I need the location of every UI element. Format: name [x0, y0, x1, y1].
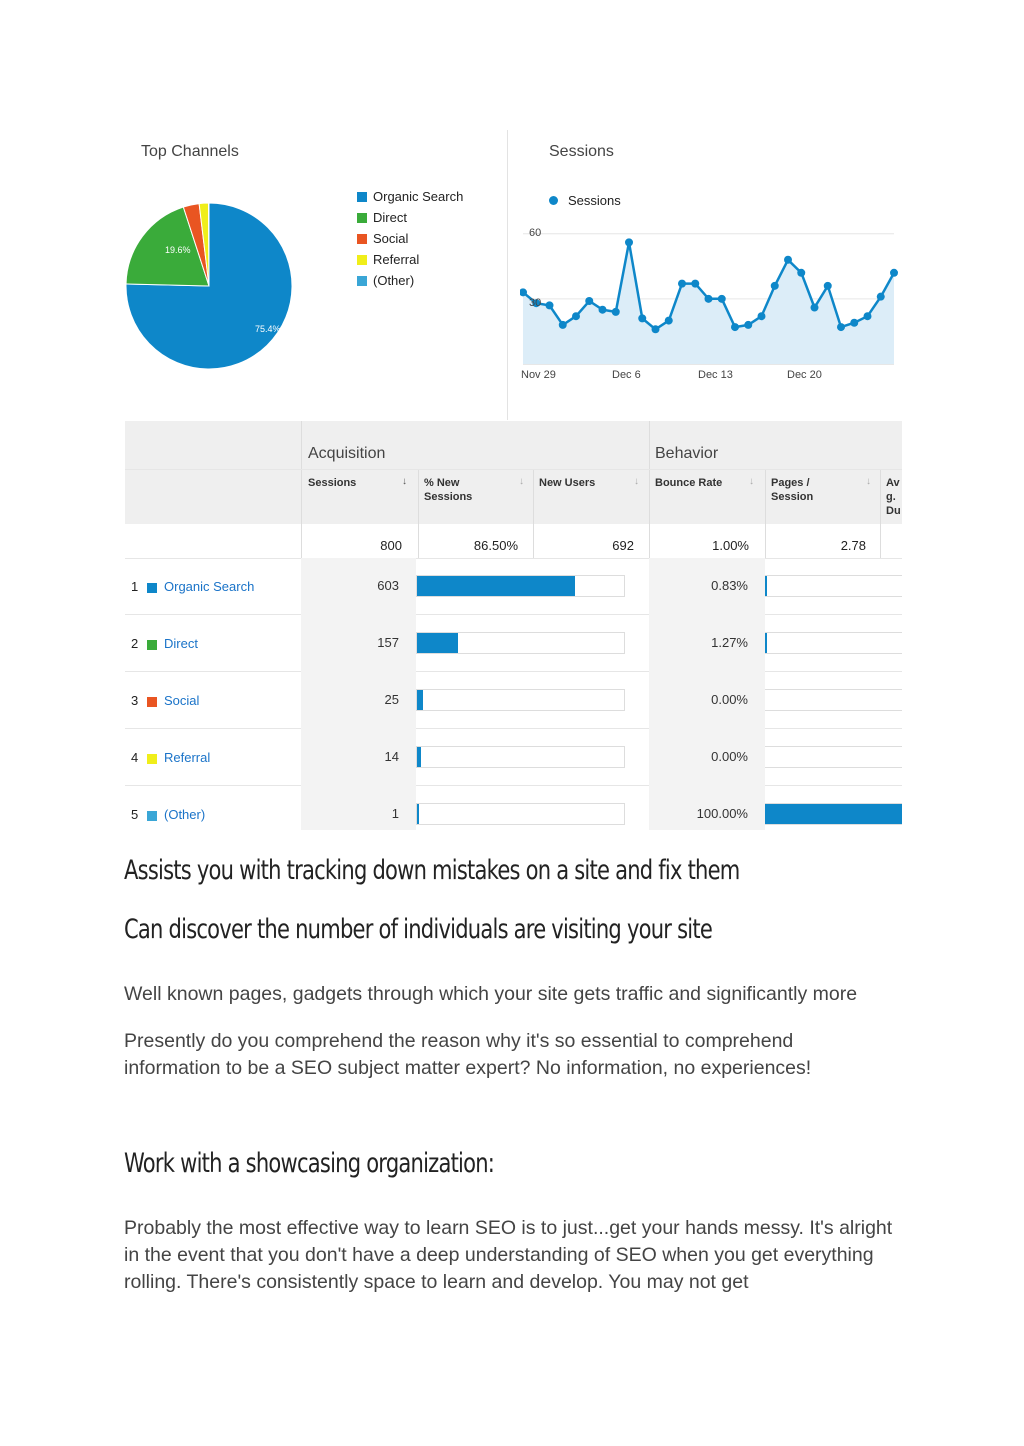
bounce-share-bar [765, 632, 902, 654]
row-number: 5 [131, 807, 139, 822]
sessions-point[interactable] [850, 319, 858, 327]
sessions-share-bar [416, 803, 625, 825]
sessions-share-fill [417, 576, 575, 596]
legend-organic-search [357, 189, 463, 204]
sessions-point[interactable] [599, 306, 607, 314]
sessions-share-fill [417, 804, 419, 824]
bounce-share-fill [765, 633, 767, 653]
col-bounce-rate[interactable]: Bounce Rate [655, 477, 723, 489]
sort-icon[interactable]: ↓ [634, 476, 639, 487]
total-pages-session: 2.78 [840, 538, 866, 553]
total-sessions: 800 [380, 538, 402, 553]
legend-swatch [357, 255, 367, 265]
legend-label: (Other) [373, 273, 415, 288]
sessions-point[interactable] [652, 325, 660, 333]
row-color-swatch [147, 640, 157, 650]
sessions-point[interactable] [731, 323, 739, 331]
sort-desc-icon[interactable]: ↓ [402, 476, 407, 487]
sessions-point[interactable] [771, 282, 779, 290]
row-bounce-rate: 0.00% [711, 692, 748, 707]
row-sessions: 25 [384, 692, 399, 707]
sessions-point[interactable] [877, 293, 885, 301]
bounce-share-bar [765, 803, 902, 825]
table-row [125, 729, 902, 786]
row-number: 1 [131, 579, 139, 594]
sessions-point[interactable] [546, 301, 554, 309]
table-row [125, 615, 902, 672]
sessions-point[interactable] [744, 321, 752, 329]
row-number: 2 [131, 636, 139, 651]
row-sessions: 603 [377, 578, 399, 593]
legend-swatch [357, 213, 367, 223]
sort-icon[interactable]: ↓ [519, 476, 524, 487]
pie-label-organic: 75.4% [255, 324, 281, 334]
legend-label: Social [373, 231, 409, 246]
panel-divider [507, 130, 508, 420]
legend-other [357, 273, 414, 288]
col-new-sessions[interactable]: % New Sessions [424, 477, 473, 503]
sessions-point[interactable] [625, 238, 633, 246]
pie-legend [0, 130, 500, 300]
row-color-swatch [147, 697, 157, 707]
behavior-group-title: Behavior [655, 445, 719, 462]
sessions-title: Sessions [549, 143, 614, 160]
y-tick-30: 30 [529, 297, 542, 309]
row-sessions: 157 [377, 635, 399, 650]
legend-label: Referral [373, 252, 420, 267]
channels-table [125, 421, 902, 830]
sessions-share-bar [416, 746, 625, 768]
legend-label: Organic Search [373, 189, 464, 204]
row-channel-link[interactable]: Direct [164, 636, 198, 651]
table-row [125, 558, 902, 615]
sessions-point[interactable] [678, 280, 686, 288]
sort-icon[interactable]: ↓ [749, 476, 754, 487]
row-color-swatch [147, 754, 157, 764]
header-divider [125, 469, 902, 470]
row-channel-link[interactable]: (Other) [164, 807, 206, 822]
sessions-share-bar [416, 632, 625, 654]
col-new-users[interactable]: New Users [539, 477, 596, 489]
sessions-point[interactable] [705, 295, 713, 303]
table-header [125, 421, 902, 524]
x-tick-dec13: Dec 13 [698, 369, 733, 381]
row-channel-link[interactable]: Social [164, 693, 200, 708]
sessions-point[interactable] [864, 312, 872, 320]
row-sessions: 1 [391, 806, 399, 821]
top-channels-title: Top Channels [141, 143, 239, 160]
sessions-point[interactable] [572, 312, 580, 320]
bounce-share-fill [765, 804, 902, 824]
heading-tracking-mistakes: Assists you with tracking down mistakes on a site and fix them [124, 855, 740, 886]
sort-icon[interactable]: ↓ [866, 476, 871, 487]
sessions-point[interactable] [837, 323, 845, 331]
row-number: 3 [131, 693, 139, 708]
sessions-legend-label: Sessions [568, 193, 621, 208]
bounce-share-bar [765, 746, 902, 768]
row-bounce-rate: 0.00% [711, 749, 748, 764]
col-pages-session[interactable]: Pages / Session [771, 477, 814, 503]
sessions-point[interactable] [665, 317, 673, 325]
row-channel-link[interactable]: Organic Search [164, 579, 255, 594]
row-number: 4 [131, 750, 139, 765]
bounce-share-fill [765, 576, 767, 596]
row-bounce-rate: 1.27% [711, 635, 748, 650]
row-bounce-rate: 100.00% [696, 806, 748, 821]
sessions-line-chart [520, 225, 902, 390]
total-new-users: 692 [612, 538, 634, 553]
sessions-point[interactable] [890, 269, 898, 277]
row-bounce-rate: 0.83% [711, 578, 748, 593]
totals-row [125, 524, 902, 559]
y-tick-60: 60 [529, 227, 542, 239]
sessions-point[interactable] [559, 321, 567, 329]
legend-swatch [357, 234, 367, 244]
paragraph-learn-seo: Probably the most effective way to learn SEO is to just...get your hands messy. It's alright in the event that you don't have a deep understanding of SEO when you get everything rolling. There's consistently space to learn and develop. You may not get [124, 1217, 893, 1293]
sessions-point[interactable] [811, 304, 819, 312]
sessions-share-bar [416, 689, 625, 711]
sessions-point[interactable] [824, 282, 832, 290]
sessions-point[interactable] [718, 295, 726, 303]
sessions-share-fill [417, 690, 423, 710]
col-sessions[interactable]: Sessions [308, 477, 357, 489]
pie-label-direct: 19.6% [165, 245, 191, 255]
sessions-point[interactable] [612, 308, 620, 316]
heading-visitor-count: Can discover the number of individuals are visiting your site [124, 914, 713, 945]
sessions-point[interactable] [784, 256, 792, 264]
sessions-point[interactable] [758, 312, 766, 320]
sessions-legend [549, 193, 621, 208]
row-channel-link[interactable]: Referral [164, 750, 211, 765]
row-color-swatch [147, 583, 157, 593]
x-tick-nov29: Nov 29 [521, 369, 556, 381]
legend-label: Direct [373, 210, 407, 225]
legend-swatch [357, 192, 367, 202]
heading-marketing-organization: Work with a showcasing organization: [124, 1148, 495, 1179]
sessions-share-bar [416, 575, 625, 597]
legend-referral [357, 252, 419, 267]
paragraph-information-importance: Presently do you comprehend the reason why it's so essential to comprehend information to be a SEO subject matter expert? No information, no experiences! [124, 1030, 812, 1079]
total-bounce-rate: 1.00% [712, 538, 749, 553]
col-avg-duration[interactable]: Avg. Du [886, 477, 901, 517]
legend-swatch [357, 276, 367, 286]
legend-direct [357, 210, 407, 225]
row-color-swatch [147, 811, 157, 821]
acquisition-group-title: Acquisition [308, 445, 386, 462]
sessions-point[interactable] [585, 297, 593, 305]
table-row [125, 672, 902, 729]
legend-social [357, 231, 408, 246]
sessions-point[interactable] [638, 314, 646, 322]
row-sessions: 14 [384, 749, 399, 764]
x-tick-dec20: Dec 20 [787, 369, 822, 381]
legend-dot [549, 196, 558, 205]
total-new-sessions: 86.50% [473, 538, 518, 553]
sessions-share-fill [417, 633, 458, 653]
sessions-area [523, 242, 894, 364]
x-tick-dec6: Dec 6 [612, 369, 641, 381]
sessions-point[interactable] [691, 280, 699, 288]
paragraph-popular-pages: Well known pages, gadgets through which your site gets traffic and significantly more [124, 983, 858, 1005]
sessions-share-fill [417, 747, 421, 767]
bounce-share-bar [765, 575, 902, 597]
table-row [125, 786, 902, 830]
bounce-share-bar [765, 689, 902, 711]
sessions-point[interactable] [797, 269, 805, 277]
